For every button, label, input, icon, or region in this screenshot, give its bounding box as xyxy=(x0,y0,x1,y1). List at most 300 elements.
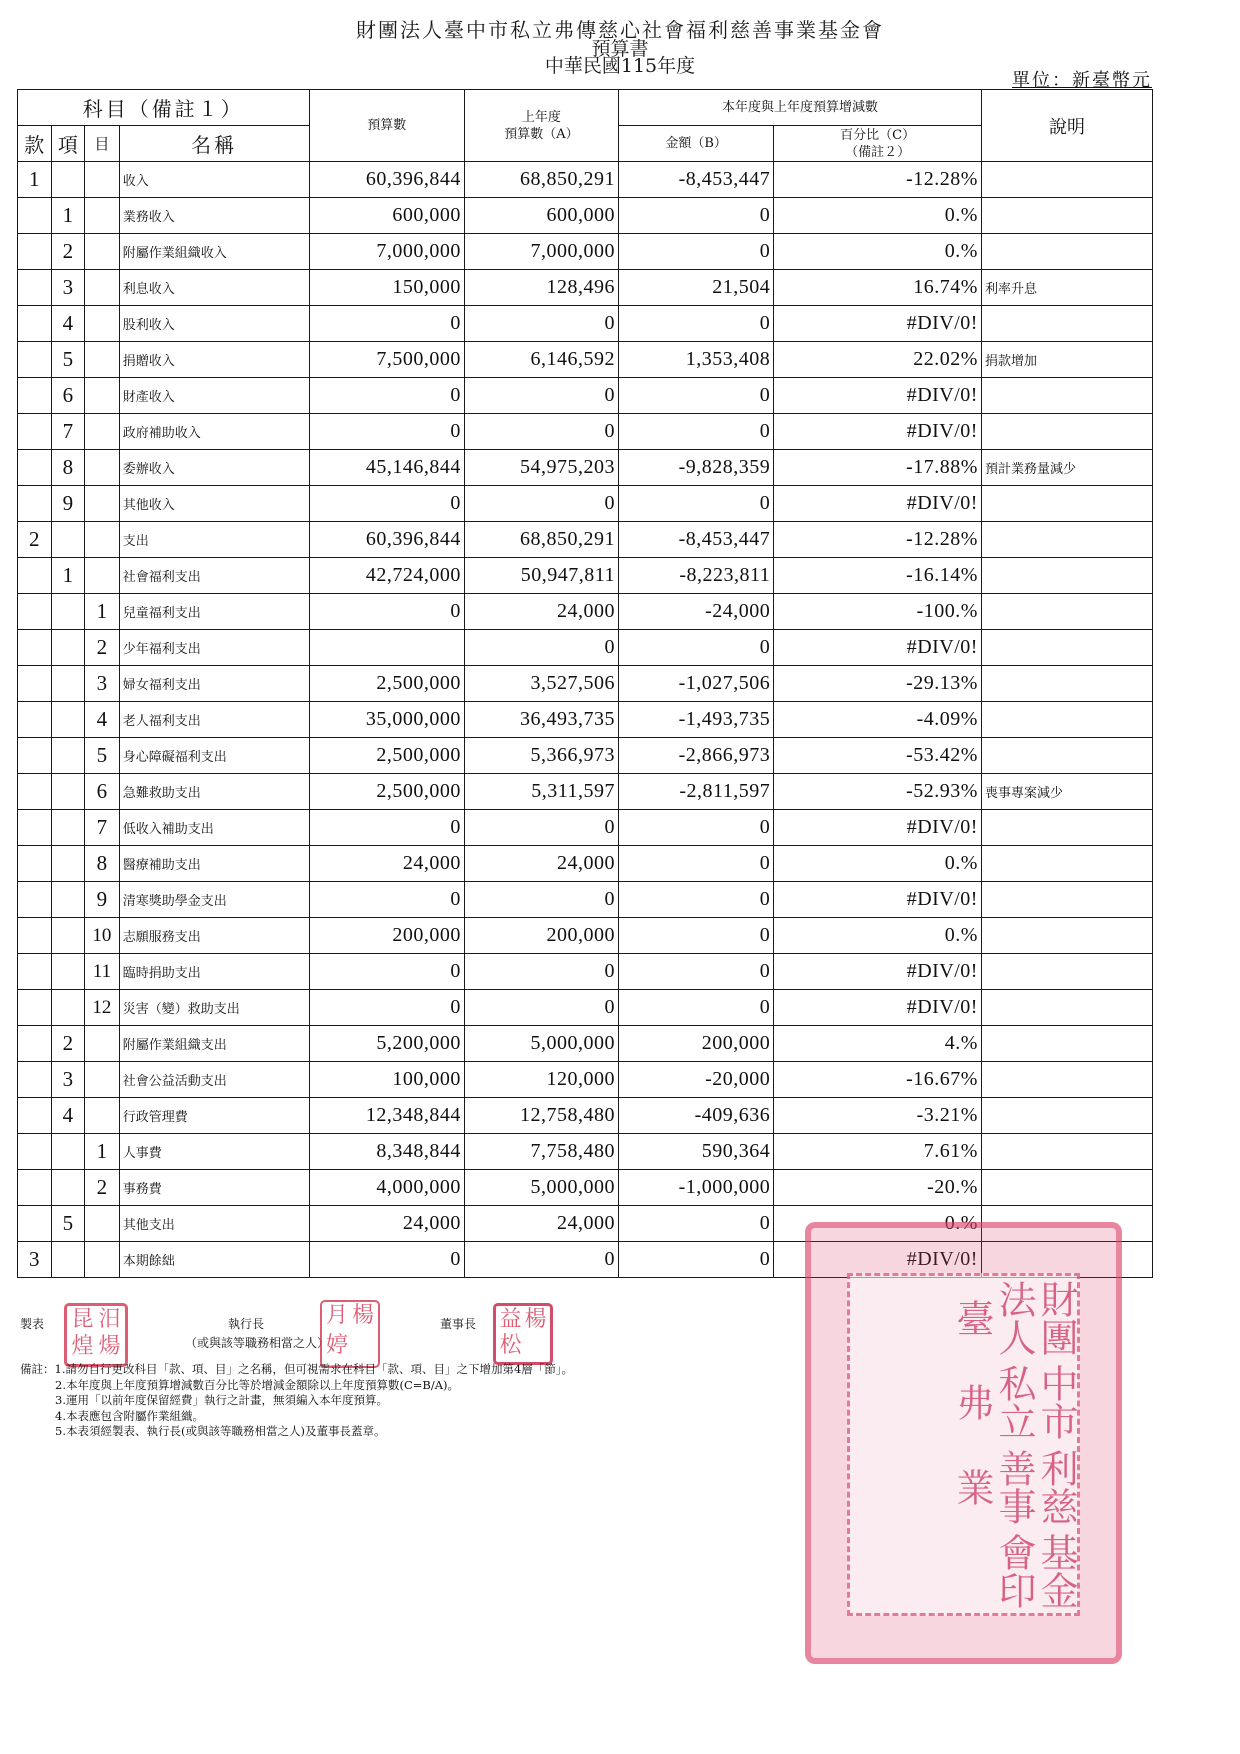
kuan-cell xyxy=(18,1098,52,1134)
budget-cell: 200,000 xyxy=(309,918,464,954)
table-row xyxy=(18,1026,1153,1062)
change-amount-cell: 0 xyxy=(619,846,774,882)
change-percent-cell: 0.% xyxy=(774,198,982,234)
xiang-cell: 8 xyxy=(51,450,85,486)
remark-item-4: 4.本表應包含附屬作業組織。 xyxy=(55,1408,204,1423)
kuan-cell: 1 xyxy=(18,162,52,198)
mu-cell xyxy=(85,234,120,270)
change-percent-cell: #DIV/0! xyxy=(774,882,982,918)
mu-cell xyxy=(85,342,120,378)
change-percent-cell: 16.74% xyxy=(774,270,982,306)
account-name-cell: 行政管理費 xyxy=(119,1098,309,1134)
change-amount-cell: 21,504 xyxy=(619,270,774,306)
table-row xyxy=(18,234,1153,270)
xiang-cell: 1 xyxy=(51,558,85,594)
budget-table xyxy=(17,89,1153,1278)
table-row xyxy=(18,666,1153,702)
prev-budget-cell: 7,000,000 xyxy=(464,234,618,270)
change-percent-cell: 0.% xyxy=(774,846,982,882)
executive-seal xyxy=(320,1300,380,1368)
change-amount-cell: 0 xyxy=(619,198,774,234)
kuan-cell xyxy=(18,990,52,1026)
description-cell xyxy=(981,522,1152,558)
change-percent-cell: -100.% xyxy=(774,594,982,630)
xiang-cell: 1 xyxy=(51,198,85,234)
description-cell xyxy=(981,162,1152,198)
mu-cell xyxy=(85,198,120,234)
mu-cell xyxy=(85,1206,120,1242)
change-percent-cell: #DIV/0! xyxy=(774,810,982,846)
xiang-cell: 6 xyxy=(51,378,85,414)
table-row xyxy=(18,1170,1153,1206)
change-amount-cell: 0 xyxy=(619,234,774,270)
xiang-cell xyxy=(51,846,85,882)
xiang-cell xyxy=(51,1170,85,1206)
budget-cell: 2,500,000 xyxy=(309,738,464,774)
prev-budget-cell: 50,947,811 xyxy=(464,558,618,594)
change-amount-cell: 0 xyxy=(619,306,774,342)
seal-char: 楊 xyxy=(524,1307,547,1332)
change-percent-cell: 0.% xyxy=(774,234,982,270)
change-percent-cell: 22.02% xyxy=(774,342,982,378)
prev-budget-cell: 5,311,597 xyxy=(464,774,618,810)
table-row xyxy=(18,846,1153,882)
table-row xyxy=(18,486,1153,522)
prev-budget-cell: 5,000,000 xyxy=(464,1026,618,1062)
table-row xyxy=(18,1062,1153,1098)
seal-column: 財團法人臺 xyxy=(950,1280,1078,1357)
table-row xyxy=(18,630,1153,666)
change-amount-cell: -2,866,973 xyxy=(619,738,774,774)
prev-budget-header xyxy=(464,90,618,162)
remark-item-1: 1.請勿自行更改科目「款、項、目」之名稱，但可視需求在科目「款、項、目」之下增加第4層「節」。 xyxy=(54,1362,574,1376)
change-amount-cell: 0 xyxy=(619,378,774,414)
change-amount-cell: -1,493,735 xyxy=(619,702,774,738)
description-cell xyxy=(981,810,1152,846)
xiang-cell: 2 xyxy=(51,1026,85,1062)
mu-cell xyxy=(85,558,120,594)
description-cell xyxy=(981,306,1152,342)
mu-cell: 9 xyxy=(85,882,120,918)
change-amount-cell: 0 xyxy=(619,486,774,522)
remark-item-3: 3.運用「以前年度保留經費」執行之計畫，無須編入本年度預算。 xyxy=(55,1393,388,1407)
change-amount-cell: 1,353,408 xyxy=(619,342,774,378)
prev-budget-header-line2: 預算數（A） xyxy=(504,126,579,142)
seal-char: 楊 xyxy=(351,1303,374,1328)
change-group-header: 本年度與上年度預算增減數 xyxy=(619,90,982,126)
xiang-cell: 4 xyxy=(51,306,85,342)
table-row xyxy=(18,918,1153,954)
description-cell xyxy=(981,990,1152,1026)
table-row xyxy=(18,378,1153,414)
seal-char: 月 xyxy=(325,1303,348,1328)
change-amount-cell: 0 xyxy=(619,414,774,450)
description-cell xyxy=(981,486,1152,522)
kuan-cell xyxy=(18,630,52,666)
budget-cell: 12,348,844 xyxy=(309,1098,464,1134)
account-name-cell: 收入 xyxy=(119,162,309,198)
percent-header-line2: （備註２） xyxy=(845,144,911,160)
xiang-cell xyxy=(51,162,85,198)
kuan-cell xyxy=(18,882,52,918)
prev-budget-cell: 600,000 xyxy=(464,198,618,234)
table-row xyxy=(18,738,1153,774)
mu-cell xyxy=(85,1062,120,1098)
change-amount-cell: 0 xyxy=(619,810,774,846)
table-row xyxy=(18,594,1153,630)
kuan-cell xyxy=(18,738,52,774)
kuan-cell xyxy=(18,234,52,270)
prev-budget-cell: 120,000 xyxy=(464,1062,618,1098)
seal-char: 婷 xyxy=(325,1333,348,1358)
kuan-cell xyxy=(18,918,52,954)
account-name-cell: 清寒獎助學金支出 xyxy=(119,882,309,918)
account-name-cell: 社會福利支出 xyxy=(119,558,309,594)
account-name-cell: 臨時捐助支出 xyxy=(119,954,309,990)
seal-column: 利慈善事業 xyxy=(950,1448,1078,1525)
change-amount-cell: -20,000 xyxy=(619,1062,774,1098)
change-amount-cell: 0 xyxy=(619,630,774,666)
description-cell xyxy=(981,1170,1152,1206)
kuan-cell xyxy=(18,1134,52,1170)
mu-cell: 5 xyxy=(85,738,120,774)
kuan-cell xyxy=(18,810,52,846)
kuan-cell xyxy=(18,846,52,882)
name-header: 名稱 xyxy=(119,126,309,162)
budget-cell: 5,200,000 xyxy=(309,1026,464,1062)
kuan-cell xyxy=(18,1026,52,1062)
organization-title: 財團法人臺中市私立弗傳慈心社會福利慈善事業基金會 xyxy=(356,18,884,42)
description-cell xyxy=(981,594,1152,630)
description-cell xyxy=(981,846,1152,882)
prev-budget-cell: 5,366,973 xyxy=(464,738,618,774)
change-percent-cell: -29.13% xyxy=(774,666,982,702)
change-amount-cell: 590,364 xyxy=(619,1134,774,1170)
mu-cell xyxy=(85,486,120,522)
table-row xyxy=(18,558,1153,594)
budget-cell: 0 xyxy=(309,414,464,450)
xiang-cell xyxy=(51,522,85,558)
account-name-cell: 急難救助支出 xyxy=(119,774,309,810)
budget-cell: 150,000 xyxy=(309,270,464,306)
change-percent-cell: #DIV/0! xyxy=(774,378,982,414)
change-percent-cell: -12.28% xyxy=(774,522,982,558)
description-cell xyxy=(981,414,1152,450)
table-row xyxy=(18,1134,1153,1170)
change-amount-cell: 0 xyxy=(619,918,774,954)
account-name-cell: 其他支出 xyxy=(119,1206,309,1242)
budget-cell: 60,396,844 xyxy=(309,522,464,558)
table-row xyxy=(18,954,1153,990)
mu-cell: 7 xyxy=(85,810,120,846)
mu-cell: 2 xyxy=(85,630,120,666)
xiang-cell xyxy=(51,774,85,810)
change-percent-cell: -52.93% xyxy=(774,774,982,810)
account-name-cell: 附屬作業組織收入 xyxy=(119,234,309,270)
account-name-cell: 少年福利支出 xyxy=(119,630,309,666)
budget-cell: 600,000 xyxy=(309,198,464,234)
kuan-cell xyxy=(18,1062,52,1098)
xiang-cell xyxy=(51,954,85,990)
account-name-cell: 附屬作業組織支出 xyxy=(119,1026,309,1062)
description-cell xyxy=(981,918,1152,954)
table-row xyxy=(18,810,1153,846)
kuan-cell xyxy=(18,954,52,990)
change-percent-cell: -4.09% xyxy=(774,702,982,738)
budget-cell xyxy=(309,630,464,666)
description-header: 說明 xyxy=(981,90,1152,162)
prev-budget-cell: 12,758,480 xyxy=(464,1098,618,1134)
seal-char xyxy=(523,1334,548,1360)
xiang-cell: 9 xyxy=(51,486,85,522)
prev-budget-cell: 128,496 xyxy=(464,270,618,306)
prev-budget-cell: 24,000 xyxy=(464,846,618,882)
seal-char: 益 xyxy=(499,1307,522,1332)
mu-cell: 8 xyxy=(85,846,120,882)
change-percent-cell: #DIV/0! xyxy=(774,630,982,666)
change-amount-cell: -8,223,811 xyxy=(619,558,774,594)
prev-budget-cell: 3,527,506 xyxy=(464,666,618,702)
preparer-label: 製表 xyxy=(20,1317,45,1331)
change-amount-cell: 0 xyxy=(619,882,774,918)
kuan-cell xyxy=(18,270,52,306)
xiang-cell xyxy=(51,810,85,846)
prev-budget-cell: 68,850,291 xyxy=(464,162,618,198)
change-percent-cell: -53.42% xyxy=(774,738,982,774)
budget-cell: 2,500,000 xyxy=(309,774,464,810)
description-cell xyxy=(981,666,1152,702)
mu-cell: 10 xyxy=(85,918,120,954)
kuan-cell xyxy=(18,486,52,522)
table-row xyxy=(18,450,1153,486)
xiang-cell xyxy=(51,918,85,954)
xiang-cell: 3 xyxy=(51,270,85,306)
account-name-cell: 老人福利支出 xyxy=(119,702,309,738)
change-amount-cell: -8,453,447 xyxy=(619,162,774,198)
xiang-cell xyxy=(51,666,85,702)
budget-cell: 0 xyxy=(309,954,464,990)
description-cell xyxy=(981,1098,1152,1134)
remarks-label: 備註： xyxy=(20,1362,55,1376)
change-percent-cell: #DIV/0! xyxy=(774,990,982,1026)
xiang-cell: 5 xyxy=(51,342,85,378)
budget-cell: 0 xyxy=(309,990,464,1026)
seal-char: 汨 xyxy=(98,1307,121,1332)
budget-cell: 7,500,000 xyxy=(309,342,464,378)
prev-budget-cell: 7,758,480 xyxy=(464,1134,618,1170)
table-row xyxy=(18,306,1153,342)
description-cell xyxy=(981,234,1152,270)
prev-budget-cell: 0 xyxy=(464,990,618,1026)
kuan-cell xyxy=(18,198,52,234)
kuan-cell: 3 xyxy=(18,1242,52,1278)
mu-cell xyxy=(85,306,120,342)
change-amount-cell: -9,828,359 xyxy=(619,450,774,486)
account-name-cell: 本期餘絀 xyxy=(119,1242,309,1278)
prev-budget-cell: 200,000 xyxy=(464,918,618,954)
account-name-cell: 低收入補助支出 xyxy=(119,810,309,846)
account-name-cell: 股利收入 xyxy=(119,306,309,342)
description-cell: 利率升息 xyxy=(981,270,1152,306)
mu-cell xyxy=(85,378,120,414)
kuan-cell xyxy=(18,702,52,738)
account-name-cell: 志願服務支出 xyxy=(119,918,309,954)
prev-budget-cell: 54,975,203 xyxy=(464,450,618,486)
change-percent-cell: #DIV/0! xyxy=(774,1242,982,1278)
seal-char: 煬 xyxy=(98,1334,121,1359)
description-cell xyxy=(981,738,1152,774)
xiang-cell: 5 xyxy=(51,1206,85,1242)
prev-budget-cell: 0 xyxy=(464,954,618,990)
table-row xyxy=(18,414,1153,450)
mu-cell: 12 xyxy=(85,990,120,1026)
account-name-cell: 其他收入 xyxy=(119,486,309,522)
change-percent-cell: 0.% xyxy=(774,1206,982,1242)
mu-cell: 1 xyxy=(85,1134,120,1170)
description-cell xyxy=(981,198,1152,234)
description-cell xyxy=(981,1062,1152,1098)
description-cell xyxy=(981,378,1152,414)
description-cell xyxy=(981,1026,1152,1062)
table-row xyxy=(18,882,1153,918)
prev-budget-cell: 0 xyxy=(464,414,618,450)
change-amount-cell: -24,000 xyxy=(619,594,774,630)
change-percent-cell: -3.21% xyxy=(774,1098,982,1134)
prev-budget-cell: 0 xyxy=(464,630,618,666)
xiang-cell xyxy=(51,738,85,774)
account-name-cell: 業務收入 xyxy=(119,198,309,234)
remarks xyxy=(20,1362,573,1440)
chairman-label: 董事長 xyxy=(440,1317,477,1331)
change-amount-cell: 0 xyxy=(619,1242,774,1278)
organization-seal xyxy=(805,1222,1122,1664)
change-amount-cell: -2,811,597 xyxy=(619,774,774,810)
kuan-header: 款 xyxy=(18,126,52,162)
change-percent-cell: #DIV/0! xyxy=(774,414,982,450)
chairman-seal xyxy=(493,1303,553,1365)
change-percent-cell: -20.% xyxy=(774,1170,982,1206)
description-cell: 捐款增加 xyxy=(981,342,1152,378)
description-cell: 喪事專案減少 xyxy=(981,774,1152,810)
change-amount-cell: -8,453,447 xyxy=(619,522,774,558)
seal-char: 松 xyxy=(499,1333,522,1358)
account-name-cell: 利息收入 xyxy=(119,270,309,306)
description-cell xyxy=(981,630,1152,666)
mu-cell: 2 xyxy=(85,1170,120,1206)
description-cell xyxy=(981,1134,1152,1170)
budget-header: 預算數 xyxy=(309,90,464,162)
description-cell: 預計業務量減少 xyxy=(981,450,1152,486)
table-row xyxy=(18,702,1153,738)
change-percent-cell: -16.14% xyxy=(774,558,982,594)
account-name-cell: 財產收入 xyxy=(119,378,309,414)
change-percent-cell: #DIV/0! xyxy=(774,954,982,990)
kuan-cell xyxy=(18,378,52,414)
account-name-cell: 身心障礙福利支出 xyxy=(119,738,309,774)
seal-char: 昆 xyxy=(71,1307,94,1332)
account-name-cell: 委辦收入 xyxy=(119,450,309,486)
kuan-cell xyxy=(18,450,52,486)
kuan-cell xyxy=(18,414,52,450)
xiang-cell xyxy=(51,702,85,738)
mu-cell xyxy=(85,414,120,450)
change-percent-cell: #DIV/0! xyxy=(774,486,982,522)
preparer-seal xyxy=(64,1303,128,1367)
kuan-cell xyxy=(18,666,52,702)
account-name-cell: 災害（變）救助支出 xyxy=(119,990,309,1026)
amount-header: 金額（B） xyxy=(619,126,774,162)
kuan-cell xyxy=(18,558,52,594)
kuan-cell xyxy=(18,306,52,342)
account-name-cell: 捐贈收入 xyxy=(119,342,309,378)
budget-cell: 24,000 xyxy=(309,1206,464,1242)
mu-cell xyxy=(85,1098,120,1134)
change-percent-cell: -12.28% xyxy=(774,162,982,198)
change-amount-cell: -1,000,000 xyxy=(619,1170,774,1206)
mu-cell: 4 xyxy=(85,702,120,738)
seal-column: 中市私立弗 xyxy=(950,1364,1078,1441)
xiang-cell xyxy=(51,1242,85,1278)
xiang-cell xyxy=(51,594,85,630)
budget-cell: 0 xyxy=(309,486,464,522)
mu-header: 目 xyxy=(85,126,120,162)
budget-cell: 60,396,844 xyxy=(309,162,464,198)
percent-header-line1: 百分比（C） xyxy=(840,127,916,143)
budget-cell: 0 xyxy=(309,810,464,846)
change-amount-cell: -1,027,506 xyxy=(619,666,774,702)
description-cell xyxy=(981,558,1152,594)
kuan-cell xyxy=(18,1206,52,1242)
seal-column: 基金會印 xyxy=(992,1532,1078,1609)
change-amount-cell: 0 xyxy=(619,954,774,990)
table-row xyxy=(18,342,1153,378)
budget-cell: 0 xyxy=(309,378,464,414)
mu-cell: 11 xyxy=(85,954,120,990)
table-row xyxy=(18,774,1153,810)
change-percent-cell: 0.% xyxy=(774,918,982,954)
xiang-cell xyxy=(51,630,85,666)
account-name-cell: 婦女福利支出 xyxy=(119,666,309,702)
budget-cell: 24,000 xyxy=(309,846,464,882)
account-name-cell: 政府補助收入 xyxy=(119,414,309,450)
prev-budget-cell: 5,000,000 xyxy=(464,1170,618,1206)
seal-char: 煌 xyxy=(71,1334,94,1359)
prev-budget-header-line1: 上年度 xyxy=(521,109,561,125)
budget-cell: 35,000,000 xyxy=(309,702,464,738)
executive-sublabel: （或與該等職務相當之人） xyxy=(185,1336,330,1350)
kuan-cell xyxy=(18,594,52,630)
currency-unit: 單位：新臺幣元 xyxy=(1012,70,1152,91)
kuan-cell xyxy=(18,774,52,810)
mu-cell xyxy=(85,270,120,306)
mu-cell xyxy=(85,450,120,486)
xiang-cell xyxy=(51,882,85,918)
account-name-cell: 支出 xyxy=(119,522,309,558)
kuan-cell xyxy=(18,342,52,378)
prev-budget-cell: 24,000 xyxy=(464,1206,618,1242)
change-percent-cell: #DIV/0! xyxy=(774,306,982,342)
table-row xyxy=(18,270,1153,306)
account-name-cell: 事務費 xyxy=(119,1170,309,1206)
xiang-cell: 7 xyxy=(51,414,85,450)
budget-cell: 100,000 xyxy=(309,1062,464,1098)
prev-budget-cell: 36,493,735 xyxy=(464,702,618,738)
change-amount-cell: 0 xyxy=(619,1206,774,1242)
budget-cell: 0 xyxy=(309,594,464,630)
change-amount-cell: 200,000 xyxy=(619,1026,774,1062)
prev-budget-cell: 0 xyxy=(464,486,618,522)
account-name-cell: 人事費 xyxy=(119,1134,309,1170)
